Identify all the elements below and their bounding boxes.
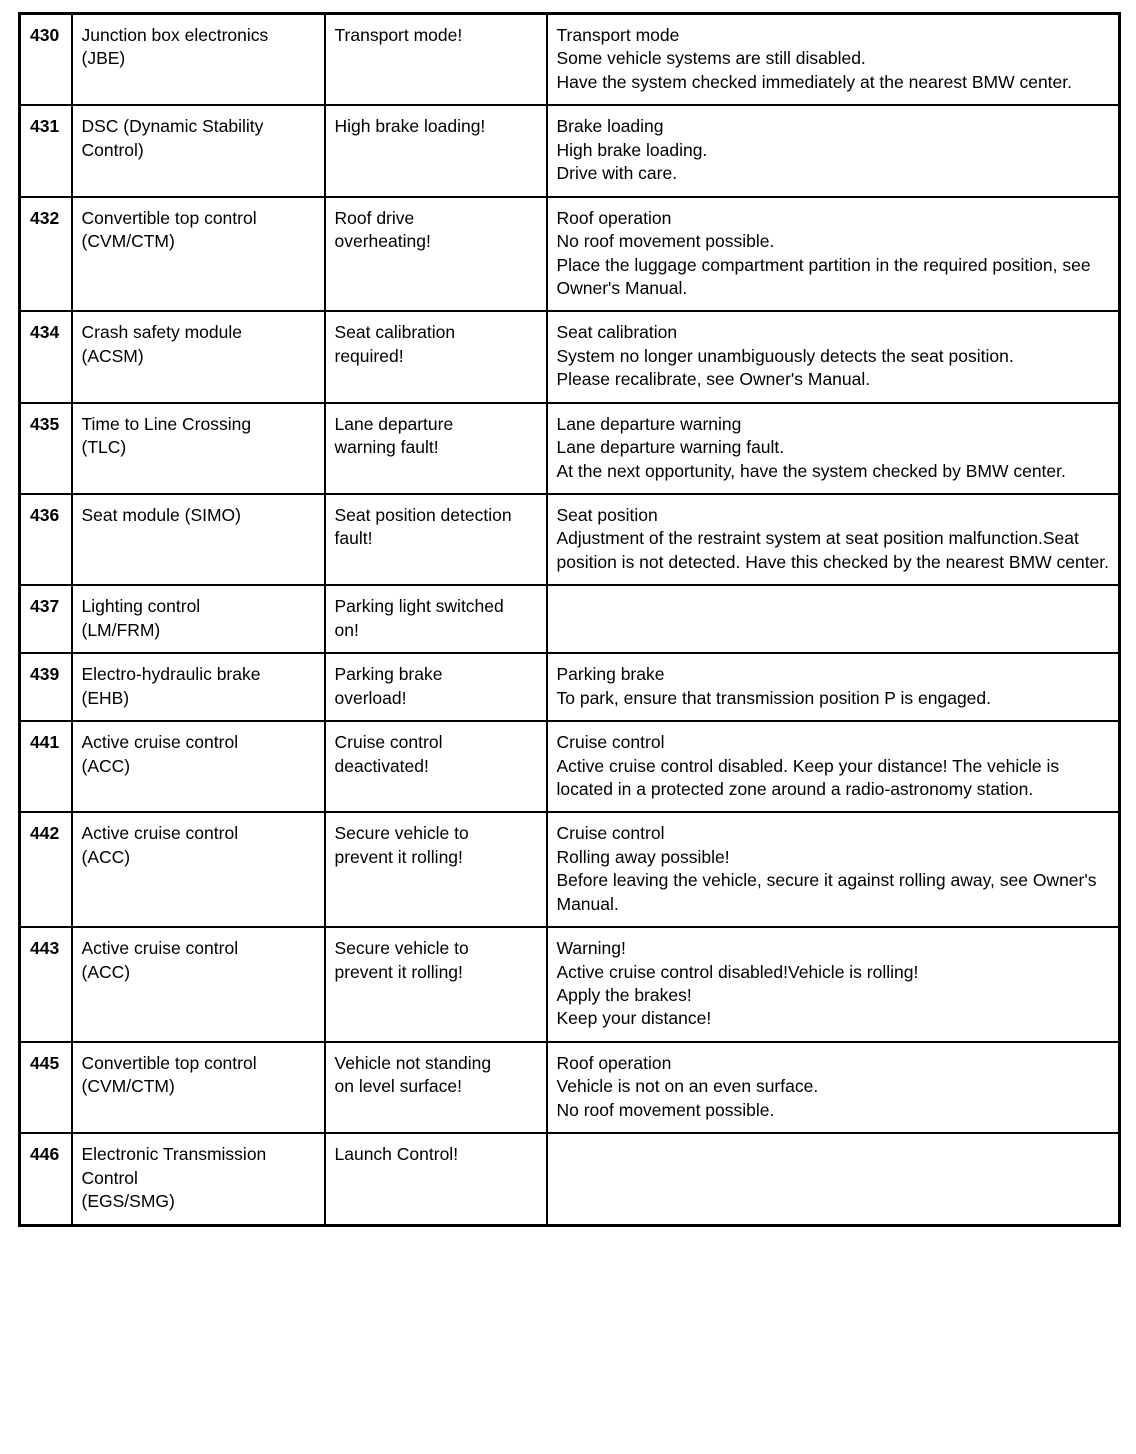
description-cell-line: System no longer unambiguously detects the seat position. bbox=[556, 345, 1014, 366]
description-cell-line: Active cruise control disabled!Vehicle is rolling! bbox=[556, 961, 919, 982]
message-cell-line: Cruise control bbox=[334, 732, 443, 753]
description-cell bbox=[547, 494, 1120, 585]
description-cell-line: Active cruise control disabled. Keep your distance! The vehicle is located in a protected zone around a radio-astronomy station. bbox=[556, 755, 1064, 799]
message-cell-line: Parking brake bbox=[334, 664, 443, 685]
description-cell-line: Brake loading bbox=[556, 116, 664, 137]
description-cell-line: Cruise control bbox=[556, 732, 665, 753]
description-cell bbox=[547, 1133, 1120, 1225]
table-row bbox=[20, 721, 1120, 812]
control-unit-cell-line: (ACC) bbox=[81, 846, 131, 867]
message-cell-line: Seat position detection bbox=[334, 505, 512, 525]
description-cell bbox=[547, 105, 1120, 196]
control-unit-cell-line: (LM/FRM) bbox=[81, 619, 161, 640]
control-unit-cell bbox=[72, 311, 325, 402]
message-cell bbox=[325, 197, 547, 312]
message-cell-line: Transport mode! bbox=[334, 25, 463, 45]
fault-code-cell bbox=[20, 927, 72, 1042]
message-cell bbox=[325, 311, 547, 402]
control-unit-cell-line: Junction box electronics bbox=[81, 25, 269, 45]
control-unit-cell bbox=[72, 721, 325, 812]
control-unit-cell bbox=[72, 927, 325, 1042]
description-cell-line: Adjustment of the restraint system at seat position malfunction.Seat position is not detected. Have this checked by the nearest BMW center. bbox=[556, 528, 1110, 572]
control-unit-cell-line: (EHB) bbox=[81, 687, 130, 708]
fault-code-cell-line: 446 bbox=[30, 1144, 60, 1165]
message-cell-line: Launch Control! bbox=[334, 1144, 459, 1165]
description-cell bbox=[547, 585, 1120, 653]
fault-code-cell-line: 439 bbox=[30, 664, 60, 685]
message-cell-line: Parking light switched bbox=[334, 596, 504, 617]
fault-code-cell bbox=[20, 197, 72, 312]
table-row bbox=[20, 1133, 1120, 1225]
message-cell bbox=[325, 403, 547, 494]
fault-code-cell bbox=[20, 812, 72, 927]
fault-code-cell bbox=[20, 14, 72, 106]
control-unit-cell-line: (TLC) bbox=[81, 437, 127, 458]
description-cell bbox=[547, 1042, 1120, 1133]
control-unit-cell-line: Active cruise control bbox=[81, 938, 239, 959]
control-unit-cell-line: Convertible top control bbox=[81, 1052, 257, 1073]
table-row bbox=[20, 197, 1120, 312]
description-cell-line: To park, ensure that transmission position P is engaged. bbox=[556, 687, 992, 708]
description-cell-line: Have the system checked immediately at the nearest BMW center. bbox=[556, 71, 1072, 92]
control-unit-cell bbox=[72, 197, 325, 312]
description-cell-line: Seat calibration bbox=[556, 322, 678, 343]
fault-code-cell bbox=[20, 494, 72, 585]
table-row bbox=[20, 14, 1120, 106]
control-unit-cell-line: Control) bbox=[81, 139, 144, 160]
fault-code-cell bbox=[20, 403, 72, 494]
fault-code-cell-line: 441 bbox=[30, 732, 60, 753]
table-row bbox=[20, 927, 1120, 1042]
description-cell-line: Some vehicle systems are still disabled. bbox=[556, 48, 866, 69]
description-cell bbox=[547, 927, 1120, 1042]
description-cell-line: Warning! bbox=[556, 938, 626, 959]
description-cell-line: Roof operation bbox=[556, 1052, 672, 1073]
description-cell-line: Parking brake bbox=[556, 664, 665, 685]
control-unit-cell-line: (ACC) bbox=[81, 961, 131, 982]
description-cell-line: No roof movement possible. bbox=[556, 231, 775, 252]
control-unit-cell-line: (ACSM) bbox=[81, 345, 144, 366]
control-unit-cell bbox=[72, 653, 325, 721]
table-row bbox=[20, 311, 1120, 402]
control-unit-cell-line: Convertible top control bbox=[81, 207, 257, 228]
fault-code-cell-line: 430 bbox=[30, 25, 60, 45]
message-cell bbox=[325, 1042, 547, 1133]
description-cell-line: Please recalibrate, see Owner's Manual. bbox=[556, 369, 871, 390]
control-unit-cell-line: Crash safety module bbox=[81, 322, 242, 343]
fault-code-cell bbox=[20, 721, 72, 812]
message-cell-line: Secure vehicle to bbox=[334, 938, 469, 959]
message-cell-line: on! bbox=[334, 619, 359, 640]
description-cell-line: At the next opportunity, have the system checked by BMW center. bbox=[556, 460, 1066, 481]
description-cell-line: Lane departure warning fault. bbox=[556, 437, 785, 458]
control-unit-cell bbox=[72, 105, 325, 196]
control-unit-cell-line: (ACC) bbox=[81, 755, 131, 776]
message-cell-line: on level surface! bbox=[334, 1076, 462, 1097]
description-cell-line: Seat position bbox=[556, 505, 658, 525]
description-cell-line: Drive with care. bbox=[556, 163, 678, 184]
description-cell-line: No roof movement possible. bbox=[556, 1099, 775, 1120]
fault-code-cell-line: 435 bbox=[30, 413, 60, 434]
message-cell-line: required! bbox=[334, 345, 404, 366]
fault-code-cell-line: 431 bbox=[30, 116, 60, 137]
fault-code-cell-line: 443 bbox=[30, 938, 60, 959]
description-cell-line: High brake loading. bbox=[556, 139, 708, 160]
message-cell bbox=[325, 721, 547, 812]
message-cell bbox=[325, 812, 547, 927]
message-cell bbox=[325, 14, 547, 106]
message-cell-line: overload! bbox=[334, 687, 407, 708]
description-cell bbox=[547, 653, 1120, 721]
description-cell-line: Transport mode bbox=[556, 25, 680, 45]
control-unit-cell-line: Active cruise control bbox=[81, 823, 239, 844]
message-cell-line: Secure vehicle to bbox=[334, 823, 469, 844]
description-cell bbox=[547, 721, 1120, 812]
description-cell-line: Vehicle is not on an even surface. bbox=[556, 1076, 819, 1097]
table-row bbox=[20, 812, 1120, 927]
control-unit-cell-line: Seat module (SIMO) bbox=[81, 505, 241, 525]
table-row bbox=[20, 585, 1120, 653]
control-unit-cell-line: Control bbox=[81, 1167, 138, 1188]
description-cell bbox=[547, 812, 1120, 927]
control-unit-cell-line: DSC (Dynamic Stability bbox=[81, 116, 264, 137]
message-cell-line: deactivated! bbox=[334, 755, 429, 776]
control-unit-cell-line: Electro-hydraulic brake bbox=[81, 664, 261, 685]
message-cell-line: warning fault! bbox=[334, 437, 439, 458]
message-cell-line: overheating! bbox=[334, 231, 431, 252]
description-cell-line: Roof operation bbox=[556, 207, 672, 228]
message-cell bbox=[325, 585, 547, 653]
control-unit-cell-line: Electronic Transmission bbox=[81, 1144, 267, 1165]
description-cell-line: Lane departure warning bbox=[556, 413, 742, 434]
message-cell-line: Seat calibration bbox=[334, 322, 456, 343]
message-cell bbox=[325, 494, 547, 585]
table-row bbox=[20, 494, 1120, 585]
table-row bbox=[20, 403, 1120, 494]
fault-code-cell bbox=[20, 653, 72, 721]
fault-code-cell-line: 445 bbox=[30, 1052, 60, 1073]
fault-code-table-body bbox=[20, 14, 1120, 1226]
description-cell bbox=[547, 403, 1120, 494]
message-cell-line: Vehicle not standing bbox=[334, 1052, 492, 1073]
fault-code-table bbox=[18, 12, 1121, 1227]
message-cell-line: Roof drive bbox=[334, 207, 415, 228]
fault-code-cell-line: 434 bbox=[30, 322, 60, 343]
fault-code-cell bbox=[20, 105, 72, 196]
fault-code-cell bbox=[20, 585, 72, 653]
control-unit-cell-line: Time to Line Crossing bbox=[81, 413, 252, 434]
fault-code-cell-line: 437 bbox=[30, 596, 60, 617]
message-cell-line: Lane departure bbox=[334, 413, 454, 434]
description-cell-line: Cruise control bbox=[556, 823, 665, 844]
control-unit-cell-line: (CVM/CTM) bbox=[81, 231, 175, 252]
control-unit-cell bbox=[72, 1042, 325, 1133]
fault-code-cell bbox=[20, 1133, 72, 1225]
control-unit-cell bbox=[72, 14, 325, 106]
control-unit-cell bbox=[72, 494, 325, 585]
fault-code-cell-line: 436 bbox=[30, 505, 60, 525]
control-unit-cell-line: (CVM/CTM) bbox=[81, 1076, 175, 1097]
table-row bbox=[20, 653, 1120, 721]
control-unit-cell-line: (EGS/SMG) bbox=[81, 1191, 175, 1212]
message-cell bbox=[325, 927, 547, 1042]
description-cell bbox=[547, 197, 1120, 312]
message-cell bbox=[325, 105, 547, 196]
message-cell-line: fault! bbox=[334, 528, 373, 549]
control-unit-cell-line: Lighting control bbox=[81, 596, 201, 617]
message-cell-line: prevent it rolling! bbox=[334, 961, 463, 982]
description-cell-line: Apply the brakes! bbox=[556, 985, 692, 1005]
table-row bbox=[20, 1042, 1120, 1133]
control-unit-cell bbox=[72, 1133, 325, 1225]
message-cell bbox=[325, 653, 547, 721]
message-cell-line: prevent it rolling! bbox=[334, 846, 463, 867]
fault-code-cell-line: 442 bbox=[30, 823, 60, 844]
fault-code-cell bbox=[20, 311, 72, 402]
description-cell-line: Before leaving the vehicle, secure it against rolling away, see Owner's Manual. bbox=[556, 870, 1102, 914]
control-unit-cell bbox=[72, 812, 325, 927]
control-unit-cell-line: Active cruise control bbox=[81, 732, 239, 753]
description-cell-line: Rolling away possible! bbox=[556, 846, 730, 867]
description-cell bbox=[547, 311, 1120, 402]
description-cell bbox=[547, 14, 1120, 106]
description-cell-line: Place the luggage compartment partition in the required position, see Owner's Manual. bbox=[556, 254, 1096, 298]
control-unit-cell bbox=[72, 585, 325, 653]
table-row bbox=[20, 105, 1120, 196]
fault-code-cell bbox=[20, 1042, 72, 1133]
control-unit-cell bbox=[72, 403, 325, 494]
fault-code-cell-line: 432 bbox=[30, 207, 60, 228]
description-cell-line: Keep your distance! bbox=[556, 1008, 712, 1029]
control-unit-cell-line: (JBE) bbox=[81, 48, 126, 69]
message-cell-line: High brake loading! bbox=[334, 116, 486, 137]
message-cell bbox=[325, 1133, 547, 1225]
